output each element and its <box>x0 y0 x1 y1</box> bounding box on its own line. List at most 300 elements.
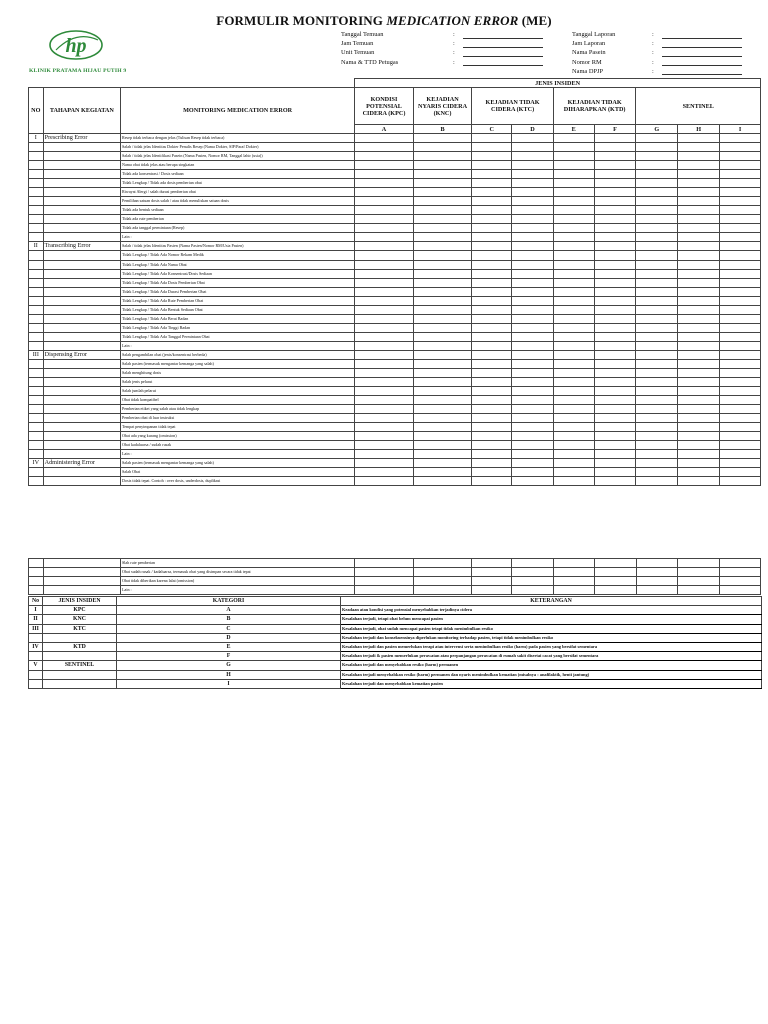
checkbox-cell[interactable] <box>636 314 678 323</box>
checkbox-cell[interactable] <box>594 577 636 586</box>
checkbox-cell[interactable] <box>413 233 472 242</box>
checkbox-cell[interactable] <box>594 161 636 170</box>
checkbox-cell[interactable] <box>512 386 554 395</box>
info-field-line[interactable] <box>463 58 543 67</box>
checkbox-cell[interactable] <box>512 450 554 459</box>
checkbox-cell[interactable] <box>355 296 414 305</box>
checkbox-cell[interactable] <box>413 242 472 251</box>
checkbox-cell[interactable] <box>636 206 678 215</box>
checkbox-cell[interactable] <box>678 143 720 152</box>
checkbox-cell[interactable] <box>413 197 472 206</box>
checkbox-cell[interactable] <box>472 206 512 215</box>
checkbox-cell[interactable] <box>512 468 554 477</box>
checkbox-cell[interactable] <box>553 251 594 260</box>
checkbox-cell[interactable] <box>512 368 554 377</box>
checkbox-cell[interactable] <box>472 314 512 323</box>
checkbox-cell[interactable] <box>355 278 414 287</box>
checkbox-cell[interactable] <box>720 179 761 188</box>
checkbox-cell[interactable] <box>720 441 761 450</box>
checkbox-cell[interactable] <box>720 278 761 287</box>
checkbox-cell[interactable] <box>678 441 720 450</box>
checkbox-cell[interactable] <box>594 314 636 323</box>
checkbox-cell[interactable] <box>512 341 554 350</box>
checkbox-cell[interactable] <box>720 305 761 314</box>
checkbox-cell[interactable] <box>413 188 472 197</box>
checkbox-cell[interactable] <box>594 350 636 359</box>
checkbox-cell[interactable] <box>720 323 761 332</box>
checkbox-cell[interactable] <box>553 459 594 468</box>
checkbox-cell[interactable] <box>413 170 472 179</box>
checkbox-cell[interactable] <box>512 359 554 368</box>
checkbox-cell[interactable] <box>636 233 678 242</box>
checkbox-cell[interactable] <box>512 377 554 386</box>
checkbox-cell[interactable] <box>678 179 720 188</box>
checkbox-cell[interactable] <box>553 359 594 368</box>
checkbox-cell[interactable] <box>720 377 761 386</box>
checkbox-cell[interactable] <box>553 432 594 441</box>
checkbox-cell[interactable] <box>594 468 636 477</box>
checkbox-cell[interactable] <box>678 170 720 179</box>
checkbox-cell[interactable] <box>355 577 414 586</box>
checkbox-cell[interactable] <box>720 233 761 242</box>
checkbox-cell[interactable] <box>720 143 761 152</box>
checkbox-cell[interactable] <box>472 197 512 206</box>
checkbox-cell[interactable] <box>594 305 636 314</box>
checkbox-cell[interactable] <box>720 314 761 323</box>
checkbox-cell[interactable] <box>472 377 512 386</box>
checkbox-cell[interactable] <box>512 161 554 170</box>
checkbox-cell[interactable] <box>636 323 678 332</box>
checkbox-cell[interactable] <box>355 341 414 350</box>
checkbox-cell[interactable] <box>720 296 761 305</box>
checkbox-cell[interactable] <box>413 296 472 305</box>
checkbox-cell[interactable] <box>553 152 594 161</box>
checkbox-cell[interactable] <box>678 332 720 341</box>
checkbox-cell[interactable] <box>678 224 720 233</box>
checkbox-cell[interactable] <box>553 386 594 395</box>
checkbox-cell[interactable] <box>636 251 678 260</box>
checkbox-cell[interactable] <box>355 468 414 477</box>
checkbox-cell[interactable] <box>553 559 594 568</box>
checkbox-cell[interactable] <box>413 350 472 359</box>
checkbox-cell[interactable] <box>636 359 678 368</box>
checkbox-cell[interactable] <box>472 441 512 450</box>
checkbox-cell[interactable] <box>413 414 472 423</box>
checkbox-cell[interactable] <box>355 152 414 161</box>
checkbox-cell[interactable] <box>678 423 720 432</box>
checkbox-cell[interactable] <box>720 568 761 577</box>
checkbox-cell[interactable] <box>553 350 594 359</box>
checkbox-cell[interactable] <box>512 134 554 143</box>
checkbox-cell[interactable] <box>413 305 472 314</box>
checkbox-cell[interactable] <box>636 197 678 206</box>
checkbox-cell[interactable] <box>413 468 472 477</box>
checkbox-cell[interactable] <box>472 323 512 332</box>
checkbox-cell[interactable] <box>512 559 554 568</box>
checkbox-cell[interactable] <box>720 559 761 568</box>
checkbox-cell[interactable] <box>413 432 472 441</box>
checkbox-cell[interactable] <box>594 405 636 414</box>
checkbox-cell[interactable] <box>512 477 554 486</box>
checkbox-cell[interactable] <box>678 152 720 161</box>
checkbox-cell[interactable] <box>636 441 678 450</box>
checkbox-cell[interactable] <box>720 287 761 296</box>
checkbox-cell[interactable] <box>678 568 720 577</box>
checkbox-cell[interactable] <box>553 143 594 152</box>
checkbox-cell[interactable] <box>355 559 414 568</box>
checkbox-cell[interactable] <box>512 215 554 224</box>
checkbox-cell[interactable] <box>472 405 512 414</box>
checkbox-cell[interactable] <box>594 432 636 441</box>
checkbox-cell[interactable] <box>553 405 594 414</box>
checkbox-cell[interactable] <box>594 323 636 332</box>
checkbox-cell[interactable] <box>413 441 472 450</box>
checkbox-cell[interactable] <box>678 188 720 197</box>
checkbox-cell[interactable] <box>512 577 554 586</box>
checkbox-cell[interactable] <box>413 143 472 152</box>
checkbox-cell[interactable] <box>636 260 678 269</box>
checkbox-cell[interactable] <box>413 405 472 414</box>
checkbox-cell[interactable] <box>355 260 414 269</box>
checkbox-cell[interactable] <box>553 224 594 233</box>
checkbox-cell[interactable] <box>413 568 472 577</box>
checkbox-cell[interactable] <box>413 477 472 486</box>
checkbox-cell[interactable] <box>472 260 512 269</box>
checkbox-cell[interactable] <box>472 152 512 161</box>
checkbox-cell[interactable] <box>355 477 414 486</box>
checkbox-cell[interactable] <box>636 468 678 477</box>
checkbox-cell[interactable] <box>636 161 678 170</box>
checkbox-cell[interactable] <box>636 414 678 423</box>
checkbox-cell[interactable] <box>594 179 636 188</box>
checkbox-cell[interactable] <box>512 405 554 414</box>
checkbox-cell[interactable] <box>678 350 720 359</box>
checkbox-cell[interactable] <box>636 242 678 251</box>
checkbox-cell[interactable] <box>720 468 761 477</box>
checkbox-cell[interactable] <box>636 423 678 432</box>
checkbox-cell[interactable] <box>720 395 761 404</box>
checkbox-cell[interactable] <box>413 224 472 233</box>
checkbox-cell[interactable] <box>355 359 414 368</box>
checkbox-cell[interactable] <box>355 215 414 224</box>
checkbox-cell[interactable] <box>678 215 720 224</box>
checkbox-cell[interactable] <box>512 350 554 359</box>
info-field-line[interactable] <box>463 39 543 48</box>
checkbox-cell[interactable] <box>553 441 594 450</box>
checkbox-cell[interactable] <box>594 386 636 395</box>
checkbox-cell[interactable] <box>720 251 761 260</box>
checkbox-cell[interactable] <box>636 450 678 459</box>
checkbox-cell[interactable] <box>594 423 636 432</box>
checkbox-cell[interactable] <box>553 206 594 215</box>
info-field-line[interactable] <box>463 30 543 39</box>
checkbox-cell[interactable] <box>720 188 761 197</box>
checkbox-cell[interactable] <box>472 432 512 441</box>
checkbox-cell[interactable] <box>472 161 512 170</box>
checkbox-cell[interactable] <box>594 368 636 377</box>
checkbox-cell[interactable] <box>355 377 414 386</box>
checkbox-cell[interactable] <box>594 224 636 233</box>
checkbox-cell[interactable] <box>636 405 678 414</box>
checkbox-cell[interactable] <box>512 179 554 188</box>
checkbox-cell[interactable] <box>636 432 678 441</box>
checkbox-cell[interactable] <box>636 215 678 224</box>
checkbox-cell[interactable] <box>355 323 414 332</box>
checkbox-cell[interactable] <box>413 423 472 432</box>
checkbox-cell[interactable] <box>472 188 512 197</box>
checkbox-cell[interactable] <box>413 386 472 395</box>
checkbox-cell[interactable] <box>636 377 678 386</box>
checkbox-cell[interactable] <box>720 215 761 224</box>
checkbox-cell[interactable] <box>678 450 720 459</box>
checkbox-cell[interactable] <box>355 459 414 468</box>
checkbox-cell[interactable] <box>678 206 720 215</box>
checkbox-cell[interactable] <box>472 287 512 296</box>
checkbox-cell[interactable] <box>553 450 594 459</box>
checkbox-cell[interactable] <box>636 577 678 586</box>
checkbox-cell[interactable] <box>472 423 512 432</box>
checkbox-cell[interactable] <box>553 305 594 314</box>
info-field-line[interactable] <box>463 48 543 57</box>
checkbox-cell[interactable] <box>512 143 554 152</box>
checkbox-cell[interactable] <box>355 197 414 206</box>
checkbox-cell[interactable] <box>512 206 554 215</box>
checkbox-cell[interactable] <box>512 423 554 432</box>
checkbox-cell[interactable] <box>720 134 761 143</box>
checkbox-cell[interactable] <box>636 170 678 179</box>
checkbox-cell[interactable] <box>355 368 414 377</box>
checkbox-cell[interactable] <box>413 359 472 368</box>
checkbox-cell[interactable] <box>413 332 472 341</box>
checkbox-cell[interactable] <box>594 206 636 215</box>
checkbox-cell[interactable] <box>720 477 761 486</box>
checkbox-cell[interactable] <box>472 368 512 377</box>
checkbox-cell[interactable] <box>594 143 636 152</box>
checkbox-cell[interactable] <box>720 260 761 269</box>
checkbox-cell[interactable] <box>720 386 761 395</box>
checkbox-cell[interactable] <box>472 468 512 477</box>
checkbox-cell[interactable] <box>355 314 414 323</box>
checkbox-cell[interactable] <box>678 161 720 170</box>
checkbox-cell[interactable] <box>678 287 720 296</box>
checkbox-cell[interactable] <box>678 386 720 395</box>
checkbox-cell[interactable] <box>594 152 636 161</box>
checkbox-cell[interactable] <box>553 586 594 595</box>
checkbox-cell[interactable] <box>355 134 414 143</box>
checkbox-cell[interactable] <box>512 251 554 260</box>
checkbox-cell[interactable] <box>472 568 512 577</box>
checkbox-cell[interactable] <box>355 188 414 197</box>
checkbox-cell[interactable] <box>594 568 636 577</box>
checkbox-cell[interactable] <box>553 170 594 179</box>
checkbox-cell[interactable] <box>720 341 761 350</box>
checkbox-cell[interactable] <box>413 260 472 269</box>
checkbox-cell[interactable] <box>355 170 414 179</box>
checkbox-cell[interactable] <box>512 197 554 206</box>
checkbox-cell[interactable] <box>472 586 512 595</box>
checkbox-cell[interactable] <box>413 559 472 568</box>
checkbox-cell[interactable] <box>413 459 472 468</box>
checkbox-cell[interactable] <box>553 242 594 251</box>
checkbox-cell[interactable] <box>636 341 678 350</box>
checkbox-cell[interactable] <box>355 287 414 296</box>
checkbox-cell[interactable] <box>594 287 636 296</box>
checkbox-cell[interactable] <box>720 152 761 161</box>
checkbox-cell[interactable] <box>594 242 636 251</box>
checkbox-cell[interactable] <box>553 215 594 224</box>
checkbox-cell[interactable] <box>594 341 636 350</box>
checkbox-cell[interactable] <box>355 251 414 260</box>
checkbox-cell[interactable] <box>355 269 414 278</box>
checkbox-cell[interactable] <box>594 296 636 305</box>
checkbox-cell[interactable] <box>636 134 678 143</box>
checkbox-cell[interactable] <box>594 414 636 423</box>
checkbox-cell[interactable] <box>512 323 554 332</box>
checkbox-cell[interactable] <box>472 269 512 278</box>
checkbox-cell[interactable] <box>472 386 512 395</box>
checkbox-cell[interactable] <box>678 251 720 260</box>
checkbox-cell[interactable] <box>553 188 594 197</box>
checkbox-cell[interactable] <box>636 152 678 161</box>
checkbox-cell[interactable] <box>678 468 720 477</box>
checkbox-cell[interactable] <box>553 568 594 577</box>
checkbox-cell[interactable] <box>553 269 594 278</box>
checkbox-cell[interactable] <box>720 161 761 170</box>
checkbox-cell[interactable] <box>355 332 414 341</box>
checkbox-cell[interactable] <box>678 341 720 350</box>
checkbox-cell[interactable] <box>472 242 512 251</box>
checkbox-cell[interactable] <box>512 260 554 269</box>
checkbox-cell[interactable] <box>720 350 761 359</box>
checkbox-cell[interactable] <box>636 586 678 595</box>
checkbox-cell[interactable] <box>594 450 636 459</box>
checkbox-cell[interactable] <box>355 395 414 404</box>
checkbox-cell[interactable] <box>678 197 720 206</box>
checkbox-cell[interactable] <box>553 341 594 350</box>
checkbox-cell[interactable] <box>594 188 636 197</box>
checkbox-cell[interactable] <box>720 423 761 432</box>
checkbox-cell[interactable] <box>678 377 720 386</box>
checkbox-cell[interactable] <box>355 242 414 251</box>
checkbox-cell[interactable] <box>512 314 554 323</box>
checkbox-cell[interactable] <box>512 432 554 441</box>
checkbox-cell[interactable] <box>553 423 594 432</box>
checkbox-cell[interactable] <box>553 323 594 332</box>
checkbox-cell[interactable] <box>594 586 636 595</box>
checkbox-cell[interactable] <box>413 450 472 459</box>
checkbox-cell[interactable] <box>553 296 594 305</box>
checkbox-cell[interactable] <box>413 323 472 332</box>
checkbox-cell[interactable] <box>512 224 554 233</box>
checkbox-cell[interactable] <box>355 206 414 215</box>
checkbox-cell[interactable] <box>720 206 761 215</box>
checkbox-cell[interactable] <box>720 368 761 377</box>
checkbox-cell[interactable] <box>355 224 414 233</box>
checkbox-cell[interactable] <box>636 296 678 305</box>
checkbox-cell[interactable] <box>355 143 414 152</box>
checkbox-cell[interactable] <box>720 269 761 278</box>
checkbox-cell[interactable] <box>413 577 472 586</box>
checkbox-cell[interactable] <box>512 459 554 468</box>
checkbox-cell[interactable] <box>720 170 761 179</box>
checkbox-cell[interactable] <box>594 215 636 224</box>
checkbox-cell[interactable] <box>512 269 554 278</box>
checkbox-cell[interactable] <box>413 341 472 350</box>
checkbox-cell[interactable] <box>553 395 594 404</box>
checkbox-cell[interactable] <box>413 395 472 404</box>
checkbox-cell[interactable] <box>594 377 636 386</box>
checkbox-cell[interactable] <box>355 568 414 577</box>
checkbox-cell[interactable] <box>553 332 594 341</box>
checkbox-cell[interactable] <box>720 197 761 206</box>
checkbox-cell[interactable] <box>553 477 594 486</box>
checkbox-cell[interactable] <box>413 586 472 595</box>
checkbox-cell[interactable] <box>594 395 636 404</box>
checkbox-cell[interactable] <box>472 215 512 224</box>
info-field-line[interactable] <box>662 58 742 67</box>
checkbox-cell[interactable] <box>678 559 720 568</box>
checkbox-cell[interactable] <box>594 233 636 242</box>
checkbox-cell[interactable] <box>636 568 678 577</box>
checkbox-cell[interactable] <box>594 441 636 450</box>
checkbox-cell[interactable] <box>594 170 636 179</box>
checkbox-cell[interactable] <box>355 386 414 395</box>
checkbox-cell[interactable] <box>472 170 512 179</box>
checkbox-cell[interactable] <box>472 350 512 359</box>
checkbox-cell[interactable] <box>720 586 761 595</box>
checkbox-cell[interactable] <box>512 441 554 450</box>
checkbox-cell[interactable] <box>720 414 761 423</box>
checkbox-cell[interactable] <box>720 432 761 441</box>
checkbox-cell[interactable] <box>678 432 720 441</box>
checkbox-cell[interactable] <box>472 477 512 486</box>
checkbox-cell[interactable] <box>413 314 472 323</box>
checkbox-cell[interactable] <box>512 568 554 577</box>
checkbox-cell[interactable] <box>720 242 761 251</box>
checkbox-cell[interactable] <box>636 269 678 278</box>
checkbox-cell[interactable] <box>472 395 512 404</box>
checkbox-cell[interactable] <box>553 468 594 477</box>
checkbox-cell[interactable] <box>413 287 472 296</box>
checkbox-cell[interactable] <box>472 143 512 152</box>
checkbox-cell[interactable] <box>594 359 636 368</box>
checkbox-cell[interactable] <box>553 233 594 242</box>
checkbox-cell[interactable] <box>512 152 554 161</box>
checkbox-cell[interactable] <box>553 278 594 287</box>
checkbox-cell[interactable] <box>355 414 414 423</box>
checkbox-cell[interactable] <box>553 368 594 377</box>
checkbox-cell[interactable] <box>355 586 414 595</box>
checkbox-cell[interactable] <box>678 368 720 377</box>
checkbox-cell[interactable] <box>472 559 512 568</box>
checkbox-cell[interactable] <box>720 359 761 368</box>
checkbox-cell[interactable] <box>553 161 594 170</box>
checkbox-cell[interactable] <box>472 341 512 350</box>
checkbox-cell[interactable] <box>413 152 472 161</box>
checkbox-cell[interactable] <box>413 278 472 287</box>
checkbox-cell[interactable] <box>512 242 554 251</box>
checkbox-cell[interactable] <box>678 278 720 287</box>
checkbox-cell[interactable] <box>512 287 554 296</box>
checkbox-cell[interactable] <box>472 179 512 188</box>
checkbox-cell[interactable] <box>678 577 720 586</box>
checkbox-cell[interactable] <box>636 224 678 233</box>
info-field-line[interactable] <box>662 67 742 76</box>
checkbox-cell[interactable] <box>594 197 636 206</box>
checkbox-cell[interactable] <box>678 233 720 242</box>
checkbox-cell[interactable] <box>472 278 512 287</box>
checkbox-cell[interactable] <box>678 260 720 269</box>
